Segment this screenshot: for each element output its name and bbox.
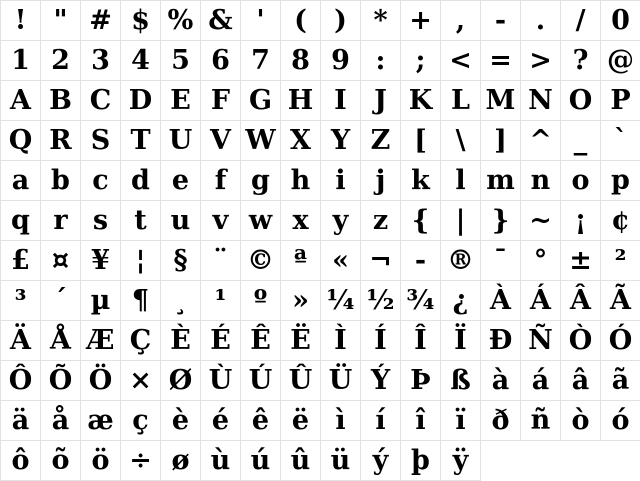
glyph-cell[interactable]: Ú [241,361,281,401]
glyph-cell[interactable]: Ç [121,321,161,361]
glyph-cell[interactable]: k [401,161,441,201]
glyph-cell[interactable]: ï [441,401,481,441]
glyph-cell[interactable]: C [81,81,121,121]
glyph-cell[interactable]: è [161,401,201,441]
glyph-cell[interactable]: _ [561,121,601,161]
glyph-cell[interactable]: ª [281,241,321,281]
glyph-cell[interactable]: É [201,321,241,361]
empty-cells [481,441,640,481]
glyph-cell[interactable]: µ [81,281,121,321]
glyph-cell[interactable]: ² [601,241,640,281]
glyph-cell[interactable]: ) [321,1,361,41]
glyph-cell[interactable]: c [81,161,121,201]
glyph-cell[interactable]: , [441,1,481,41]
glyph-cell[interactable]: ò [561,401,601,441]
glyph-cell[interactable]: ú [241,441,281,481]
glyph-cell[interactable]: ý [361,441,401,481]
glyph-cell[interactable]: a [1,161,41,201]
glyph-cell[interactable]: Û [281,361,321,401]
glyph-cell[interactable]: î [401,401,441,441]
glyph-cell[interactable]: Ô [1,361,41,401]
glyph-cell[interactable]: Õ [41,361,81,401]
glyph-cell[interactable]: F [201,81,241,121]
glyph-cell[interactable]: é [201,401,241,441]
glyph-cell[interactable]: ´ [41,281,81,321]
glyph-cell[interactable]: G [241,81,281,121]
glyph-cell[interactable]: º [241,281,281,321]
glyph-cell[interactable]: + [401,1,441,41]
glyph-cell[interactable]: j [361,161,401,201]
glyph-cell[interactable]: T [121,121,161,161]
glyph-cell[interactable]: d [121,161,161,201]
glyph-cell[interactable]: 8 [281,41,321,81]
glyph-cell[interactable]: V [201,121,241,161]
glyph-cell[interactable]: * [361,1,401,41]
glyph-cell[interactable]: 5 [161,41,201,81]
glyph-cell[interactable]: Ì [321,321,361,361]
glyph-cell[interactable]: B [41,81,81,121]
glyph-cell[interactable]: s [81,201,121,241]
glyph-cell[interactable]: ¾ [401,281,441,321]
glyph-cell[interactable]: Ê [241,321,281,361]
glyph-cell[interactable]: Ä [1,321,41,361]
glyph-cell[interactable]: m [481,161,521,201]
glyph-cell[interactable]: ü [321,441,361,481]
glyph-cell[interactable]: v [201,201,241,241]
glyph-cell[interactable]: | [441,201,481,241]
glyph-cell[interactable]: Q [1,121,41,161]
glyph-cell[interactable]: 2 [41,41,81,81]
glyph-cell[interactable]: À [481,281,521,321]
glyph-cell[interactable]: ç [121,401,161,441]
glyph-cell[interactable]: 9 [321,41,361,81]
glyph-cell[interactable]: f [201,161,241,201]
glyph-cell[interactable]: õ [41,441,81,481]
glyph-cell[interactable]: Ë [281,321,321,361]
glyph-cell[interactable]: Ø [161,361,201,401]
glyph-cell[interactable]: ~ [521,201,561,241]
glyph-cell[interactable]: â [561,361,601,401]
glyph-cell[interactable]: & [201,1,241,41]
glyph-cell[interactable]: # [81,1,121,41]
glyph-cell[interactable]: ¨ [201,241,241,281]
glyph-cell[interactable]: @ [601,41,640,81]
glyph-cell[interactable]: g [241,161,281,201]
glyph-cell[interactable]: ½ [361,281,401,321]
glyph-cell[interactable]: < [441,41,481,81]
glyph-cell[interactable]: Ý [361,361,401,401]
glyph-cell[interactable]: à [481,361,521,401]
glyph-cell[interactable]: ê [241,401,281,441]
glyph-cell[interactable]: o [561,161,601,201]
glyph-cell[interactable]: O [561,81,601,121]
glyph-cell[interactable]: Á [521,281,561,321]
glyph-cell[interactable]: ± [561,241,601,281]
glyph-cell[interactable]: i [321,161,361,201]
glyph-cell[interactable]: ® [441,241,481,281]
glyph-cell[interactable]: È [161,321,201,361]
glyph-cell[interactable]: R [41,121,81,161]
glyph-cell[interactable]: 0 [601,1,640,41]
glyph-cell[interactable]: Ù [201,361,241,401]
glyph-cell[interactable]: § [161,241,201,281]
glyph-cell[interactable]: n [521,161,561,201]
glyph-cell[interactable]: æ [81,401,121,441]
glyph-cell[interactable]: N [521,81,561,121]
glyph-cell[interactable]: S [81,121,121,161]
glyph-cell[interactable]: ' [241,1,281,41]
glyph-cell[interactable]: ß [441,361,481,401]
glyph-cell[interactable]: ¶ [121,281,161,321]
glyph-cell[interactable]: - [401,241,441,281]
glyph-cell[interactable]: Y [321,121,361,161]
glyph-cell[interactable]: Í [361,321,401,361]
glyph-cell[interactable]: % [161,1,201,41]
glyph-cell[interactable]: " [41,1,81,41]
glyph-cell[interactable]: z [361,201,401,241]
glyph-cell[interactable]: Ï [441,321,481,361]
glyph-cell[interactable]: × [121,361,161,401]
glyph-cell[interactable]: U [161,121,201,161]
glyph-cell[interactable]: 1 [1,41,41,81]
glyph-cell[interactable]: u [161,201,201,241]
glyph-cell[interactable]: = [481,41,521,81]
glyph-cell[interactable]: ö [81,441,121,481]
glyph-cell[interactable]: y [321,201,361,241]
glyph-cell[interactable]: W [241,121,281,161]
glyph-cell[interactable]: £ [1,241,41,281]
glyph-cell[interactable]: Ò [561,321,601,361]
glyph-cell[interactable]: x [281,201,321,241]
glyph-cell[interactable]: q [1,201,41,241]
glyph-cell[interactable]: E [161,81,201,121]
glyph-cell[interactable]: b [41,161,81,201]
glyph-cell[interactable]: ô [1,441,41,481]
glyph-cell[interactable]: Î [401,321,441,361]
glyph-cell[interactable]: D [121,81,161,121]
glyph-cell[interactable]: ? [561,41,601,81]
glyph-cell[interactable]: } [481,201,521,241]
glyph-cell[interactable]: 7 [241,41,281,81]
glyph-cell[interactable]: Z [361,121,401,161]
glyph-cell[interactable]: ¿ [441,281,481,321]
glyph-cell[interactable]: ì [321,401,361,441]
glyph-cell[interactable]: ¬ [361,241,401,281]
glyph-cell[interactable]: \ [441,121,481,161]
glyph-cell[interactable]: L [441,81,481,121]
glyph-cell[interactable]: Ó [601,321,640,361]
glyph-cell[interactable]: Ü [321,361,361,401]
glyph-cell[interactable]: A [1,81,41,121]
glyph-cell[interactable]: Å [41,321,81,361]
glyph-cell[interactable]: X [281,121,321,161]
glyph-cell[interactable]: ñ [521,401,561,441]
glyph-cell[interactable]: r [41,201,81,241]
glyph-cell[interactable]: Ö [81,361,121,401]
glyph-cell[interactable]: t [121,201,161,241]
glyph-cell[interactable]: Ã [601,281,640,321]
glyph-cell[interactable]: > [521,41,561,81]
glyph-cell[interactable]: Ð [481,321,521,361]
glyph-cell[interactable]: { [401,201,441,241]
glyph-cell[interactable]: ¤ [41,241,81,281]
glyph-cell[interactable]: ÿ [441,441,481,481]
glyph-cell[interactable]: l [441,161,481,201]
glyph-cell[interactable]: Æ [81,321,121,361]
glyph-cell[interactable]: þ [401,441,441,481]
glyph-cell[interactable]: H [281,81,321,121]
glyph-cell[interactable]: © [241,241,281,281]
glyph-cell[interactable]: ù [201,441,241,481]
glyph-cell[interactable]: - [481,1,521,41]
glyph-cell[interactable]: Þ [401,361,441,401]
glyph-cell[interactable]: ÷ [121,441,161,481]
glyph-cell[interactable]: [ [401,121,441,161]
glyph-cell[interactable]: ^ [521,121,561,161]
glyph-cell[interactable]: û [281,441,321,481]
glyph-cell[interactable]: ¼ [321,281,361,321]
glyph-cell[interactable]: M [481,81,521,121]
glyph-cell[interactable]: ¸ [161,281,201,321]
glyph-cell[interactable]: I [321,81,361,121]
glyph-cell[interactable]: $ [121,1,161,41]
glyph-cell[interactable]: Ñ [521,321,561,361]
glyph-cell[interactable]: ã [601,361,640,401]
glyph-cell[interactable]: » [281,281,321,321]
glyph-cell[interactable]: ³ [1,281,41,321]
glyph-cell[interactable]: å [41,401,81,441]
glyph-cell[interactable]: . [521,1,561,41]
glyph-cell[interactable]: w [241,201,281,241]
glyph-cell[interactable]: ° [521,241,561,281]
glyph-cell[interactable]: ä [1,401,41,441]
glyph-cell[interactable]: ] [481,121,521,161]
glyph-cell[interactable]: / [561,1,601,41]
glyph-cell[interactable]: ¹ [201,281,241,321]
glyph-cell[interactable]: ¡ [561,201,601,241]
glyph-cell[interactable]: J [361,81,401,121]
glyph-cell[interactable]: ó [601,401,640,441]
glyph-cell[interactable]: ¯ [481,241,521,281]
glyph-cell[interactable]: ( [281,1,321,41]
glyph-cell[interactable]: P [601,81,640,121]
glyph-cell[interactable]: Â [561,281,601,321]
glyph-cell[interactable]: á [521,361,561,401]
glyph-cell[interactable]: ¥ [81,241,121,281]
glyph-cell[interactable]: ! [1,1,41,41]
glyph-cell[interactable]: ø [161,441,201,481]
glyph-cell[interactable]: ë [281,401,321,441]
glyph-cell[interactable]: ¦ [121,241,161,281]
glyph-cell[interactable]: 6 [201,41,241,81]
glyph-cell[interactable]: « [321,241,361,281]
glyph-cell[interactable]: í [361,401,401,441]
glyph-cell[interactable]: p [601,161,640,201]
glyph-cell[interactable]: ¢ [601,201,640,241]
glyph-cell[interactable]: ; [401,41,441,81]
glyph-cell[interactable]: ð [481,401,521,441]
glyph-cell[interactable]: e [161,161,201,201]
glyph-cell[interactable]: : [361,41,401,81]
glyph-cell[interactable]: 4 [121,41,161,81]
glyph-cell[interactable]: 3 [81,41,121,81]
glyph-cell[interactable]: ` [601,121,640,161]
glyph-cell[interactable]: K [401,81,441,121]
glyph-cell[interactable]: h [281,161,321,201]
